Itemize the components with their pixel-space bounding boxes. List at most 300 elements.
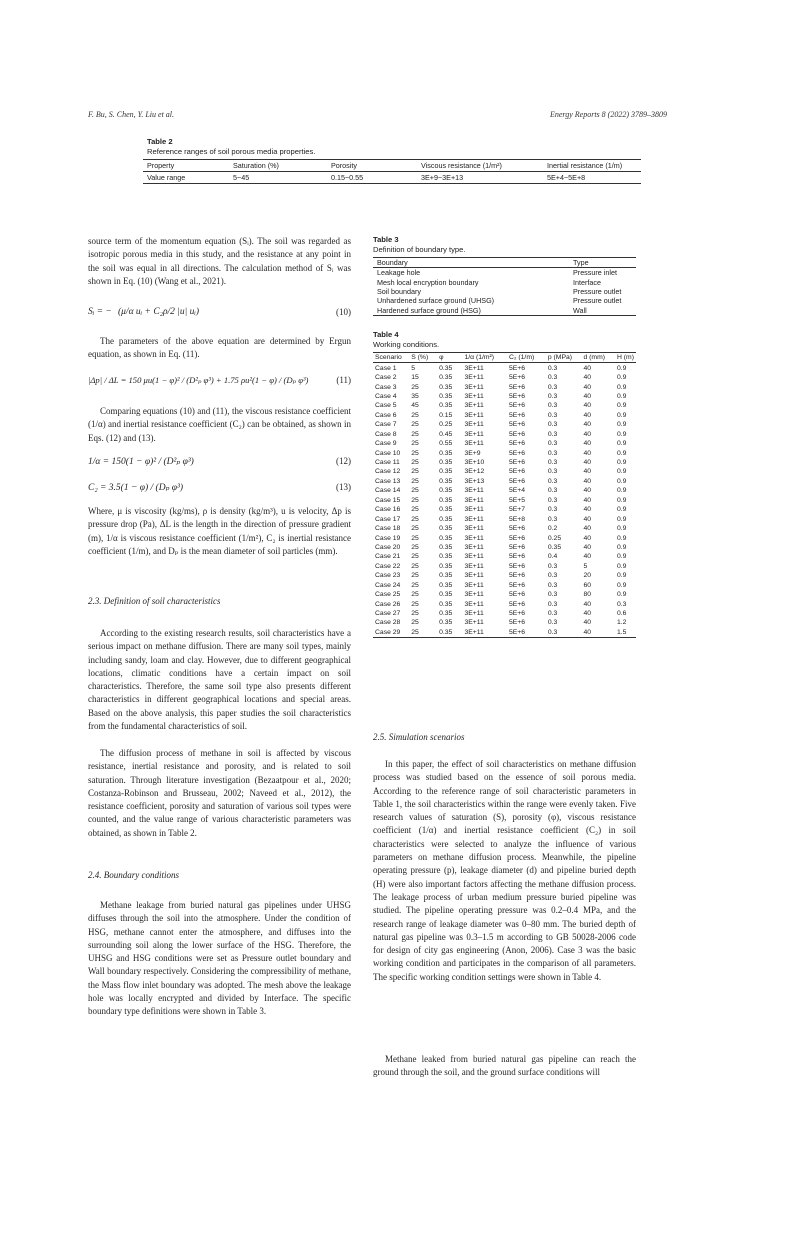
table4-cell: 25: [411, 543, 419, 551]
table3-title: Definition of boundary type.: [373, 245, 466, 254]
table4-cell: 40: [583, 515, 592, 523]
table2-col-header: Viscous resistance (1/m²): [421, 161, 502, 170]
table4-cell: 5E+6: [508, 477, 526, 485]
table4-cell: 0.9: [617, 506, 627, 514]
table4-cell: 0.3: [547, 440, 558, 448]
section-heading-2-3: 2.3. Definition of soil characteristics: [88, 596, 221, 606]
table4-cell: 25: [411, 525, 419, 533]
table4-cell: Case 3: [375, 383, 397, 391]
table4-col-header: 1/α (1/m²): [464, 354, 495, 362]
table4-cell: Case 15: [375, 496, 401, 504]
table2-header-row: [143, 160, 641, 172]
table4-cell: 0.3: [547, 619, 558, 627]
left-paragraph-5: [88, 627, 351, 733]
table4-cell: 25: [411, 581, 419, 589]
table4: [373, 352, 636, 638]
table4-cell: 0.35: [439, 525, 453, 533]
table4-cell: 0.35: [439, 562, 453, 570]
table4-cell: 0.3: [547, 515, 558, 523]
table4-cell: 5E+5: [508, 496, 526, 504]
table4-col-header: Scenario: [375, 354, 402, 362]
table3: [373, 257, 636, 316]
eq10-lhs: Sᵢ = −: [88, 307, 112, 317]
table4-cell: 0.9: [617, 572, 627, 580]
table3-cell: Pressure outlet: [573, 287, 622, 297]
table4-cell: 5E+6: [508, 449, 526, 457]
eq13-expression: C₂ = 3.5(1 − φ) / (Dₚ φ³): [88, 483, 184, 493]
equation-10: [88, 300, 351, 330]
table4-cell: 3E+11: [464, 610, 484, 618]
table-row: [373, 401, 636, 410]
table3-cell: Mesh local encryption boundary: [377, 277, 479, 287]
table4-caption: [373, 330, 439, 350]
table-row: [373, 533, 636, 542]
table4-cell: 0.3: [547, 402, 558, 410]
table4-cell: 0.35: [439, 515, 453, 523]
eq11-expression: |Δp| / ΔL = 150 μu(1 − φ)² / (D²ₚ φ³) + 1.75 ρu²(1 − φ) / (Dₚ φ³): [88, 375, 309, 385]
table4-cell: 25: [411, 591, 419, 599]
table-row: [373, 552, 636, 561]
table4-cell: 0.25: [547, 534, 562, 542]
table4-cell: 3E+11: [464, 402, 484, 410]
table4-cell: Case 25: [375, 591, 401, 599]
table4-cell: 0.3: [547, 628, 558, 636]
table4-col-header: d (mm): [583, 354, 606, 362]
table4-cell: 0.9: [617, 534, 627, 542]
table4-cell: 40: [583, 430, 592, 438]
table4-cell: Case 16: [375, 506, 401, 514]
table4-cell: 3E+11: [464, 383, 484, 391]
table4-cell: Case 12: [375, 468, 401, 476]
table-row: [373, 628, 636, 638]
table4-cell: Case 22: [375, 562, 401, 570]
table4-cell: 0.9: [617, 496, 627, 504]
table4-cell: 0.6: [617, 610, 627, 618]
table4-cell: 0.35: [439, 459, 453, 467]
table-row: [373, 543, 636, 552]
table4-cell: 5: [411, 364, 416, 372]
table4-col-header: H (m): [617, 354, 634, 362]
table4-cell: 0.3: [547, 392, 558, 400]
table4-cell: 25: [411, 534, 419, 542]
table4-cell: 0.35: [439, 506, 453, 514]
table4-cell: 25: [411, 383, 419, 391]
table4-cell: 0.9: [617, 562, 627, 570]
table4-cell: 3E+12: [464, 468, 485, 476]
eq10-rhs: (μ/α uᵢ + C₂ρ/2 |u| uᵢ): [118, 307, 200, 317]
table4-cell: 0.9: [617, 515, 627, 523]
table4-cell: 0.3: [547, 581, 558, 589]
table4-cell: 0.9: [617, 374, 627, 382]
running-header-journal: Energy Reports 8 (2022) 3789–3809: [549, 110, 667, 119]
table2: [143, 159, 641, 184]
table4-cell: Case 29: [375, 628, 401, 636]
paragraph-text: According to the existing research results, soil characteristics have a serious impact on methane diffusion. There are many soil types, mainly including sandy, loam and clay. However, due to different geographical locations, climatic conditions have a certain impact on soil characteristics. Therefore, the same soil type also presents different characteristics in different geographical locations and special areas. Based on the above analysis, this paper studies the soil characteristics from the fundamental characteristics of soil.: [88, 628, 351, 732]
table4-cell: Case 28: [375, 619, 401, 627]
table4-cell: Case 4: [375, 392, 397, 400]
table4-cell: 0.3: [547, 374, 558, 382]
right-paragraph-2: [373, 1053, 636, 1080]
table4-cell: 0.25: [439, 421, 453, 429]
table4-cell: 40: [583, 506, 592, 514]
table4-cell: 0.35: [439, 619, 453, 627]
table4-cell: 5E+6: [508, 421, 526, 429]
left-paragraph-1: [88, 235, 351, 288]
table4-cell: 3E+9: [464, 449, 481, 457]
table-row: [373, 571, 636, 580]
table4-cell: 0.9: [617, 449, 627, 457]
table4-cell: 0.35: [439, 610, 453, 618]
table-row: [373, 590, 636, 599]
table4-col-header: φ: [439, 354, 444, 362]
table4-cell: 80: [583, 591, 592, 599]
table4-cell: 3E+11: [464, 364, 484, 372]
table4-cell: 0.35: [439, 383, 453, 391]
table4-cell: 3E+11: [464, 562, 484, 570]
table4-cell: 0.35: [439, 534, 453, 542]
table-row: [373, 477, 636, 486]
table4-cell: 25: [411, 610, 419, 618]
table4-cell: 40: [583, 543, 592, 551]
table4-cell: 0.35: [439, 487, 453, 495]
table4-cell: 45: [411, 402, 419, 410]
table4-cell: 0.3: [547, 600, 558, 608]
table4-cell: Case 1: [375, 364, 397, 372]
eq13-number: (13): [336, 482, 351, 492]
table4-cell: 25: [411, 619, 419, 627]
table4-cell: 3E+11: [464, 392, 484, 400]
table4-cell: 5E+6: [508, 619, 526, 627]
table4-cell: 0.35: [547, 543, 562, 551]
table4-cell: 3E+11: [464, 553, 484, 561]
table4-cell: 0.35: [439, 591, 453, 599]
table4-cell: 0.9: [617, 430, 627, 438]
table4-cell: 40: [583, 534, 592, 542]
table4-cell: 40: [583, 487, 592, 495]
table4-cell: 0.45: [439, 430, 453, 438]
table4-col-header: S (%): [411, 354, 429, 362]
table4-cell: 5E+6: [508, 402, 526, 410]
table4-cell: 0.35: [439, 449, 453, 457]
paragraph-text: In this paper, the effect of soil characteristics on methane diffusion process was studied based on the essence of soil porous media. According to the reference range of soil characteristic parameters in Table 1, the soil characteristics within the range were evenly taken. Five research values of saturation (S), porosity (φ), viscous resistance coefficient (1/α) and inertial resistance coefficient (C₂) in soil characteristics were selected to analyze the influence of various parameters on methane diffusion process. Meanwhile, the pipeline operating pressure (p), leakage diameter (d) and pipeline buried depth (H) were also important factors affecting the methane diffusion process. The leakage process of urban medium pressure buried pipeline was studied. The pipeline operating pressure was 0.2–0.4 MPa, and the research range of leakage diameter was 0–80 mm. The buried depth of natural gas pipeline was 0.3–1.5 m according to GB 50028-2006 code for design of city gas engineering (Anon, 2006). Case 3 was the basic working condition and participates in the comparison of all parameters. The specific working condition settings were shown in Table 4.: [373, 759, 636, 982]
table4-cell: 0.3: [547, 459, 558, 467]
table4-cell: 0.3: [547, 562, 558, 570]
table2-label: Table 2: [147, 137, 173, 146]
table4-cell: 3E+11: [464, 619, 484, 627]
table4-cell: Case 2: [375, 374, 397, 382]
table4-cell: 5E+6: [508, 468, 526, 476]
table4-cell: 25: [411, 411, 419, 419]
table4-cell: 0.3: [617, 600, 627, 608]
left-paragraph-6: [88, 747, 351, 840]
table4-cell: 40: [583, 374, 592, 382]
table3-cell: Soil boundary: [377, 287, 421, 297]
equation-13: [88, 476, 351, 502]
equation-12: [88, 450, 351, 476]
table4-cell: 0.9: [617, 553, 627, 561]
table4-cell: 3E+11: [464, 591, 484, 599]
table4-cell: 5E+6: [508, 553, 526, 561]
table-row: [373, 609, 636, 618]
table-row: [373, 296, 636, 305]
table4-cell: 0.9: [617, 392, 627, 400]
table4-cell: 40: [583, 468, 592, 476]
table4-cell: 3E+11: [464, 487, 484, 495]
table4-cell: 5E+6: [508, 591, 526, 599]
table4-cell: 3E+11: [464, 411, 484, 419]
table4-cell: 0.3: [547, 477, 558, 485]
table4-cell: 0.3: [547, 449, 558, 457]
table4-cell: 1.2: [617, 619, 627, 627]
table4-cell: 0.3: [547, 610, 558, 618]
table4-cell: 0.3: [547, 383, 558, 391]
table-row: [373, 458, 636, 467]
table-row: [373, 287, 636, 296]
table3-col-header: Boundary: [377, 258, 408, 268]
table4-cell: 5E+6: [508, 430, 526, 438]
table4-cell: 5E+6: [508, 525, 526, 533]
table4-cell: 0.3: [547, 591, 558, 599]
table4-cell: 25: [411, 600, 419, 608]
running-header-authors: F. Bu, S. Chen, Y. Liu et al.: [88, 110, 175, 119]
table-row: [373, 505, 636, 514]
table4-cell: 40: [583, 449, 592, 457]
table4-cell: Case 11: [375, 459, 400, 467]
table4-cell: 35: [411, 392, 419, 400]
table4-cell: 40: [583, 440, 592, 448]
table4-cell: 0.9: [617, 543, 627, 551]
table3-header-row: [373, 258, 636, 268]
eq12-number: (12): [336, 456, 351, 466]
table4-cell: Case 6: [375, 411, 397, 419]
table4-cell: 40: [583, 364, 592, 372]
table4-cell: Case 14: [375, 487, 401, 495]
table4-cell: Case 8: [375, 430, 397, 438]
table4-cell: 25: [411, 562, 419, 570]
eq10-number: (10): [336, 307, 351, 317]
table4-cell: 0.9: [617, 440, 627, 448]
table4-cell: 25: [411, 430, 419, 438]
table-row: [373, 382, 636, 391]
table4-cell: 1.5: [617, 628, 627, 636]
table4-cell: 40: [583, 610, 592, 618]
table4-cell: 3E+11: [464, 525, 484, 533]
paragraph-text: Methane leaked from buried natural gas pipeline can reach the ground through the soil, and the ground surface conditions will: [373, 1054, 636, 1078]
table4-cell: 0.35: [439, 553, 453, 561]
table4-col-header: C₂ (1/m): [508, 354, 535, 362]
table4-cell: 0.35: [439, 600, 453, 608]
table4-cell: 3E+11: [464, 506, 484, 514]
table4-cell: 0.35: [439, 581, 453, 589]
table-row: [373, 268, 636, 278]
table4-cell: Case 20: [375, 543, 401, 551]
table4-cell: 5E+6: [508, 562, 526, 570]
table4-cell: 5: [583, 562, 588, 570]
paragraph-text: Where, μ is viscosity (kg/ms), ρ is density (kg/m³), u is velocity, Δp is pressure drop (Pa), ΔL is the length in the direction of pressure gradient (m), 1/α is viscous resistance coefficient (1/m²), C₂ is inertial resistance coefficient (1/m), and Dₚ is the mean diameter of soil particles (mm).: [88, 506, 351, 556]
table-row: [373, 305, 636, 315]
table4-cell: Case 23: [375, 572, 401, 580]
table3-cell: Wall: [573, 305, 587, 315]
table4-cell: 0.35: [439, 402, 453, 410]
table4-cell: 0.9: [617, 459, 627, 467]
table4-cell: 3E+11: [464, 440, 484, 448]
table4-cell: 5E+6: [508, 628, 526, 636]
table4-cell: 3E+11: [464, 543, 484, 551]
paragraph-text: The parameters of the above equation are determined by Ergun equation, as shown in Eq. (11).: [88, 336, 351, 360]
table4-cell: 3E+11: [464, 600, 484, 608]
table4-cell: 3E+13: [464, 477, 485, 485]
table4-cell: 3E+11: [464, 628, 484, 636]
table4-cell: 25: [411, 477, 419, 485]
table4-cell: 0.35: [439, 543, 453, 551]
table4-cell: 0.35: [439, 364, 453, 372]
left-paragraph-3: [88, 405, 351, 445]
paragraph-text: source term of the momentum equation (Sᵢ). The soil was regarded as isotropic porous media in this study, and the resistance at any point in the soil was equal in all directions. The calculation method of Sᵢ was shown in Eq. (10) (Wang et al., 2021).: [88, 236, 351, 286]
table4-cell: 0.15: [439, 411, 453, 419]
table4-cell: 0.9: [617, 364, 627, 372]
table4-cell: 0.3: [547, 364, 558, 372]
table4-cell: 25: [411, 468, 419, 476]
table3-cell: Unhardened surface ground (UHSG): [377, 296, 495, 306]
left-paragraph-2: [88, 335, 351, 362]
table-row: [373, 496, 636, 505]
table4-cell: 0.35: [439, 628, 453, 636]
table4-cell: 40: [583, 477, 592, 485]
table-row: [373, 562, 636, 571]
table-row: [373, 430, 636, 439]
table2-cell: Value range: [147, 173, 186, 182]
table4-cell: 25: [411, 487, 419, 495]
table2-col-header: Inertial resistance (1/m): [547, 161, 623, 170]
table4-cell: Case 9: [375, 440, 397, 448]
table4-cell: 5E+6: [508, 364, 526, 372]
table4-cell: 40: [583, 421, 592, 429]
table-row: [373, 363, 636, 373]
table4-cell: 0.35: [439, 468, 453, 476]
table4-cell: 5E+6: [508, 459, 526, 467]
table4-cell: Case 17: [375, 515, 401, 523]
table4-cell: 0.3: [547, 421, 558, 429]
paragraph-text: The diffusion process of methane in soil is affected by viscous resistance, inertial resistance and porosity, and is related to soil saturation. Through literature investigation (Bezaatpour et al., 2020; Costanza-Robinson and Brusseau, 2002; Naveed et al., 2012), the resistance coefficient, porosity and saturation of various soil types were counted, and the value range of various characteristic parameters was obtained, as shown in Table 2.: [88, 748, 351, 838]
table4-cell: 5E+6: [508, 411, 526, 419]
table4-cell: 0.35: [439, 477, 453, 485]
table4-cell: 25: [411, 449, 419, 457]
table4-cell: 25: [411, 553, 419, 561]
table4-cell: 3E+11: [464, 421, 484, 429]
table4-cell: Case 7: [375, 421, 397, 429]
table-row: [373, 411, 636, 420]
table4-cell: 5E+6: [508, 543, 526, 551]
table4-cell: 0.35: [439, 392, 453, 400]
table4-cell: 0.9: [617, 421, 627, 429]
table4-cell: 0.3: [547, 468, 558, 476]
table2-col-header: Property: [147, 161, 175, 170]
table-row: [373, 448, 636, 457]
table-row: [373, 599, 636, 608]
table4-cell: Case 24: [375, 581, 401, 589]
eq12-expression: 1/α = 150(1 − φ)² / (D²ₚ φ³): [88, 457, 194, 467]
table4-cell: 5E+6: [508, 392, 526, 400]
table4-cell: 3E+11: [464, 534, 484, 542]
table3-cell: Interface: [573, 277, 601, 287]
table4-cell: 40: [583, 496, 592, 504]
table4-cell: 0.35: [439, 374, 453, 382]
table4-cell: Case 5: [375, 402, 397, 410]
table4-cell: 0.2: [547, 525, 558, 533]
table4-cell: 25: [411, 459, 419, 467]
table4-cell: 40: [583, 411, 592, 419]
table4-cell: 0.3: [547, 430, 558, 438]
table4-cell: 0.35: [439, 496, 453, 504]
table-row: [373, 467, 636, 476]
table4-cell: 0.9: [617, 411, 627, 419]
table4-header-row: [373, 353, 636, 363]
table-row: [373, 618, 636, 627]
table4-cell: Case 26: [375, 600, 401, 608]
table4-cell: 0.55: [439, 440, 453, 448]
table4-cell: 0.9: [617, 525, 627, 533]
table4-cell: 40: [583, 628, 592, 636]
table4-cell: 0.3: [547, 487, 558, 495]
table4-cell: 3E+11: [464, 581, 484, 589]
paragraph-text: Methane leakage from buried natural gas pipelines under UHSG diffuses through the soil into the atmosphere. Under the condition of HSG, methane cannot enter the atmosphere, and diffuses into the surrounding soil along the lower surface of the HSG. Therefore, the UHSG and HSG conditions were set as Pressure outlet boundary and Wall boundary respectively. Considering the compressibility of methane, the Mass flow inlet boundary was adopted. The mesh above the leakage hole was locally encrypted and divided by Interface. The specific boundary type definitions were shown in Table 3.: [88, 900, 351, 1017]
table4-cell: 40: [583, 525, 592, 533]
table4-cell: 0.9: [617, 581, 627, 589]
table-row: [373, 278, 636, 287]
table4-cell: 5E+6: [508, 440, 526, 448]
table4-label: Table 4: [373, 330, 399, 339]
table4-title: Working conditions.: [373, 340, 440, 349]
table2-cell: 0.15~0.55: [331, 173, 364, 182]
table4-cell: 3E+11: [464, 515, 484, 523]
paragraph-text: Comparing equations (10) and (11), the viscous resistance coefficient (1/α) and inertial resistance coefficient (C₂) can be obtained, as shown in Eqs. (12) and (13).: [88, 406, 351, 443]
table4-cell: 5E+6: [508, 610, 526, 618]
table4-col-header: p (MPa): [547, 354, 573, 362]
table4-cell: Case 10: [375, 449, 401, 457]
table4-cell: Case 27: [375, 610, 401, 618]
table-row: [373, 420, 636, 429]
table3-caption: [373, 235, 465, 255]
table4-cell: 3E+11: [464, 496, 484, 504]
table-row: [373, 514, 636, 523]
table-row: [373, 373, 636, 382]
table4-cell: 3E+10: [464, 459, 485, 467]
table3-cell: Pressure inlet: [573, 268, 617, 278]
table4-cell: 0.9: [617, 487, 627, 495]
table4-cell: 40: [583, 619, 592, 627]
table4-cell: 0.9: [617, 468, 627, 476]
table4-cell: Case 18: [375, 525, 401, 533]
table4-cell: 15: [411, 374, 419, 382]
table2-col-header: Porosity: [331, 161, 357, 170]
table4-cell: 5E+6: [508, 534, 526, 542]
table-row: [143, 172, 641, 184]
table4-cell: 25: [411, 506, 419, 514]
eq11-number: (11): [336, 375, 351, 385]
table-row: [373, 581, 636, 590]
table4-cell: 5E+6: [508, 581, 526, 589]
table4-cell: Case 19: [375, 534, 401, 542]
table4-cell: 0.9: [617, 477, 627, 485]
table3-cell: Pressure outlet: [573, 296, 622, 306]
table4-cell: 0.3: [547, 572, 558, 580]
table4-cell: 40: [583, 392, 592, 400]
table4-cell: 0.9: [617, 402, 627, 410]
table4-cell: 25: [411, 572, 419, 580]
table2-cell: 5~45: [233, 173, 250, 182]
table4-cell: 25: [411, 496, 419, 504]
table4-cell: 0.35: [439, 572, 453, 580]
